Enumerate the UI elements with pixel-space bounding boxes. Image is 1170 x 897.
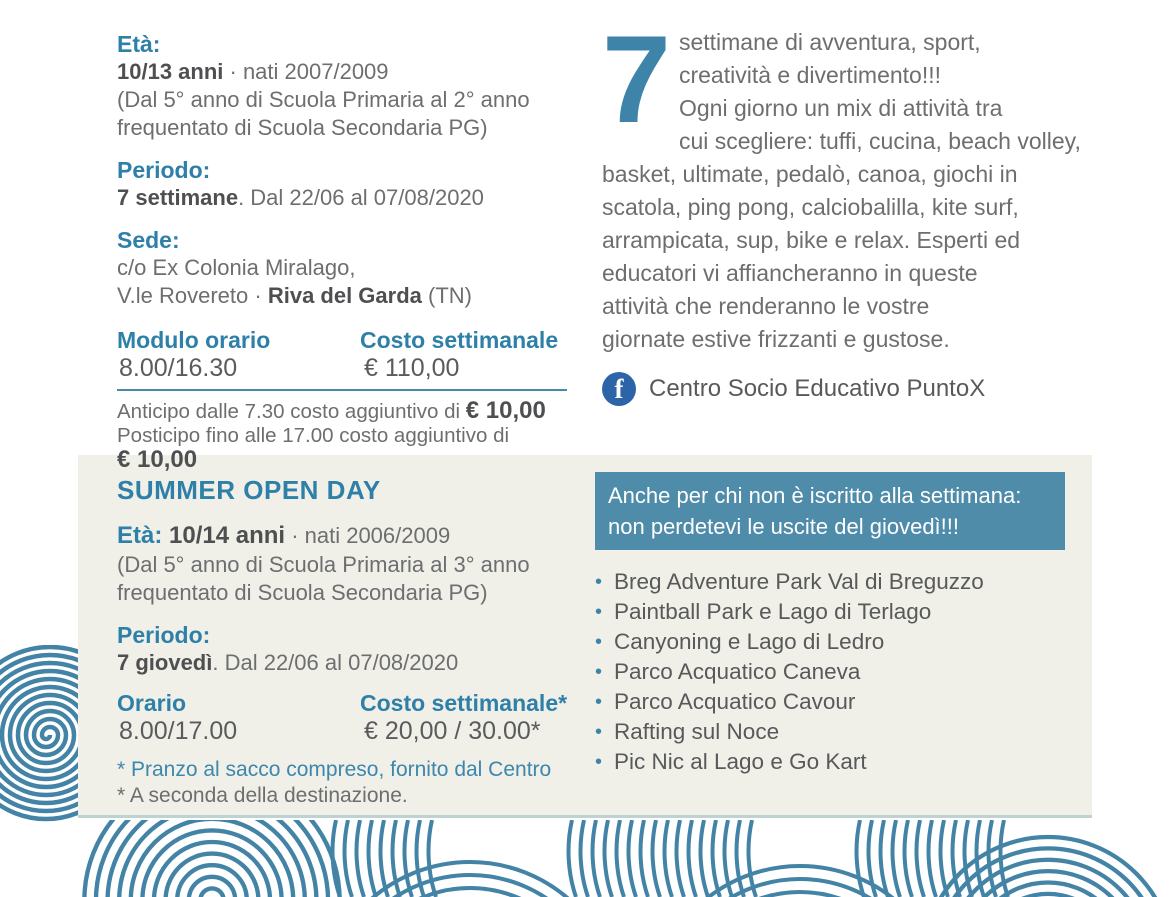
list-item: • Parco Acquatico Caneva <box>595 657 1067 687</box>
intro-line: scatola, ping pong, calciobalilla, kite surf, <box>602 194 1019 220</box>
open-day-price-row <box>117 717 597 745</box>
excursions-list <box>595 567 1067 777</box>
facebook-link[interactable] <box>602 372 1150 406</box>
destination-note: * A seconda della destinazione. <box>117 784 408 807</box>
intro-line: creatività e divertimento!!! <box>678 62 942 88</box>
anticipo-note: Anticipo dalle 7.30 costo aggiuntivo di € 10,00 <box>117 397 546 424</box>
open-day-panel <box>78 455 1092 818</box>
list-item: • Parco Acquatico Cavour <box>595 687 1067 717</box>
list-item: • Rafting sul Noce <box>595 717 1067 747</box>
lunch-note: * Pranzo al sacco compreso, fornito dal Centro <box>117 758 552 781</box>
list-item: • Paintball Park e Lago di Terlago <box>595 597 1067 627</box>
costo-header: Costo settimanale <box>360 327 559 353</box>
excursions-section <box>595 472 1067 777</box>
open-day-periodo-heading: Periodo: <box>117 622 211 648</box>
intro-line: arrampicata, sup, bike e relax. Esperti ed <box>602 227 1021 253</box>
banner-line: non perdetevi le uscite del giovedì!!! <box>608 514 960 539</box>
eta-value-line: 10/13 anni · nati 2007/2009 <box>117 59 389 84</box>
intro-line: settimane di avventura, sport, <box>678 29 981 55</box>
posticipo-note: Posticipo fino alle 17.00 costo aggiuntivo di <box>117 424 510 447</box>
eta-detail-line: frequentato di Scuola Secondaria PG) <box>117 115 488 140</box>
camp-info-section <box>117 30 587 473</box>
banner-line: Anche per chi non è iscritto alla settimana: <box>608 483 1022 508</box>
intro-section <box>602 11 1150 406</box>
intro-line: attività che renderanno le vostre <box>602 293 930 319</box>
open-day-orario-header: Orario <box>117 690 187 716</box>
orario-header: Modulo orario <box>117 327 271 353</box>
costo-value: € 110,00 <box>364 354 460 382</box>
orario-value: 8.00/16.30 <box>119 354 238 382</box>
wave-band-decoration <box>0 820 1170 897</box>
periodo-value-line: 7 settimane. Dal 22/06 al 07/08/2020 <box>117 185 484 210</box>
price-table-row <box>117 354 587 382</box>
open-day-costo-header: Costo settimanale* <box>360 690 568 716</box>
intro-line: cui scegliere: tuffi, cucina, beach volley, <box>678 128 1081 154</box>
divider-line <box>117 389 567 391</box>
intro-line: educatori vi affiancheranno in queste <box>602 260 978 286</box>
eta-detail-line: (Dal 5° anno di Scuola Primaria al 2° anno <box>117 87 530 112</box>
intro-line: basket, ultimate, pedalò, canoa, giochi in <box>602 161 1018 187</box>
price-table-header <box>117 326 587 354</box>
excursions-banner <box>595 472 1065 550</box>
sede-heading: Sede: <box>117 227 180 253</box>
open-day-info <box>117 475 597 809</box>
list-item: • Canyoning e Lago di Ledro <box>595 627 1067 657</box>
list-item: • Breg Adventure Park Val di Breguzzo <box>595 567 1067 597</box>
open-day-title: SUMMER OPEN DAY <box>117 475 381 505</box>
open-day-eta-detail: (Dal 5° anno di Scuola Primaria al 3° anno <box>117 552 530 577</box>
sede-address-line: V.le Rovereto · Riva del Garda (TN) <box>117 283 472 308</box>
eta-heading: Età: <box>117 31 161 57</box>
intro-line: giornate estive frizzanti e gustose. <box>602 326 950 352</box>
sede-address-line: c/o Ex Colonia Miralago, <box>117 255 356 280</box>
posticipo-price: € 10,00 <box>117 446 198 473</box>
open-day-eta-detail: frequentato di Scuola Secondaria PG) <box>117 580 488 605</box>
facebook-page-name: Centro Socio Educativo PuntoX <box>649 375 986 402</box>
periodo-heading: Periodo: <box>117 157 211 183</box>
facebook-icon: f <box>602 372 636 406</box>
open-day-periodo-line: 7 giovedì. Dal 22/06 al 07/08/2020 <box>117 650 459 675</box>
dropcap-seven: 7 <box>602 11 667 149</box>
open-day-orario-value: 8.00/17.00 <box>119 717 238 745</box>
open-day-costo-value: € 20,00 / 30.00* <box>364 717 541 745</box>
open-day-price-header <box>117 689 597 717</box>
open-day-eta-line: Età: 10/14 anni · nati 2006/2009 <box>117 522 451 549</box>
intro-line: Ogni giorno un mix di attività tra <box>678 95 1003 121</box>
list-item: • Pic Nic al Lago e Go Kart <box>595 747 1067 777</box>
